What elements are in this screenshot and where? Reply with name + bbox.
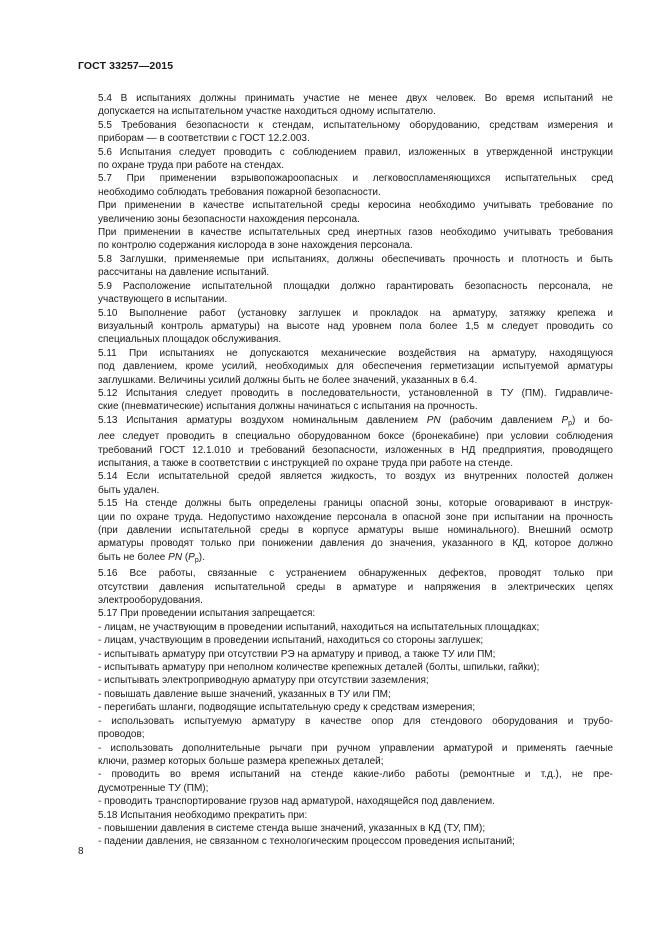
paragraph: 5.11 При испытаниях не допускаются механические воздействия на арматуру, находящуюся под давлением, кроме усилий, необходимых для обеспечения герметизации испытуемой арматуры заглушками. Величины усилий должны быть не более значений, указанных в 6.4. xyxy=(98,347,613,386)
paragraph: 5.5 Требования безопасности к стендам, испытательному оборудованию, средствам измерения и приборам — в соответствии с ГОСТ 12.2.003. xyxy=(98,119,613,145)
list-item: - лицам, участвующим в проведении испытаний, находиться со стороны заглушек; xyxy=(98,635,484,647)
paragraph: 5.10 Выполнение работ (установку заглушек и прокладок на арматуру, затяжку крепежа и визуальный контроль арматуры) на высоте над уровнем пола более 1,5 м следует проводить со специальных площадок обслуживания. xyxy=(98,307,613,346)
paragraph: 5.12 Испытания следует проводить в последовательности, установленной в ТУ (ПМ). Гидравличе- ские (пневматические) испытания должны начинаться с испытания на прочность. xyxy=(98,387,613,413)
body-text xyxy=(78,92,613,849)
page-number: 8 xyxy=(78,846,84,857)
list-item: - проводить транспортирование грузов над арматурой, находящейся под давлением. xyxy=(98,796,495,808)
paragraph: 5.18 Испытания необходимо прекратить при: xyxy=(98,809,308,821)
document-header: ГОСТ 33257—2015 xyxy=(78,60,174,72)
paragraph: При применении в качестве испытательной среды керосина необходимо учитывать требование по увеличению зоны безопасности нахождения персонала. xyxy=(98,200,613,225)
paragraph: 5.9 Расположение испытательной площадки должно гарантировать безопасность персонала, не участвующего в испытании. xyxy=(98,280,613,306)
paragraph: При применении в качестве испытательных сред инертных газов необходимо учитывать требования по контролю содержания кислорода в зоне нахождения персонала. xyxy=(98,227,613,252)
paragraph: 5.8 Заглушки, применяемые при испытаниях, должны обеспечивать прочность и плотность и быть рассчитаны на давление испытаний. xyxy=(98,253,613,279)
paragraph: 5.15 На стенде должны быть определены границы опасной зоны, которые оговаривают в инструк- ции по охране труда. Недопустимо нахождение персонала в опасной зоне при испытании на прочность (при давлении испытательной среды в корпусе арматуры выше номинального). Внешний осмотр арматуры проводят только при понижении давления до значения, указанного в КД, которое должно быть не более PN $(P_р)$. xyxy=(98,498,613,564)
paragraph: 5.7 При применении взрывопожароопасных и легковоспламеняющихся испытательных сред необходимо соблюдать требования пожарной безопасности. xyxy=(98,173,613,198)
list-item: - перегибать шланги, подводящие испытательную среду к средствам измерения; xyxy=(98,702,476,714)
list-item: - падении давления, не связанном с технологическим процессом проведения испытаний; xyxy=(98,836,515,848)
list-item: - повышении давления в системе стенда выше значений, указанных в КД (ТУ, ПМ); xyxy=(98,822,486,834)
paragraph: 5.14 Если испытательной средой является жидкость, то воздух из внутренних полостей должен быть удален. xyxy=(98,471,613,496)
paragraph: 5.13 Испытания арматуры воздухом номинальным давлением PN (рабочим давлением $P_р$) и бо- лее следует проводить в специально оборудованном боксе (бронекабине) при условии соблюдения требований ГОСТ 12.1.010 и требований безопасности, изложенных в НД предприятия, проводящего испытания, а также в соответствии с инструкцией по охране труда при работе на стенде. xyxy=(98,414,614,469)
paragraph: 5.4 В испытаниях должны принимать участие не менее двух человек. Во время испытаний не допускается на испытательном участке находиться одному испытателю. xyxy=(98,93,613,118)
paragraph: 5.16 Все работы, связанные с устранением обнаруженных дефектов, проводят только при отсутствии давления испытательной среды в арматуре и напряжения в электрических цепях электрооборудования. xyxy=(98,568,613,607)
list-item: - использовать испытуемую арматуру в качестве опор для стендового оборудования и трубо- проводов; xyxy=(98,715,613,741)
paragraph: 5.6 Испытания следует проводить с соблюдением правил, изложенных в утвержденной инструкции по охране труда при работе на стендах. xyxy=(98,146,613,172)
list-item: - использовать дополнительные рычаги при ручном управлении арматурой и применять гаечные ключи, размер которых больше размера крепежных деталей; xyxy=(98,742,613,767)
list-item: - испытывать электроприводную арматуру при отсутствии заземления; xyxy=(98,675,429,687)
list-item: - лицам, не участвующим в проведении испытаний, находиться на испытательных площадках; xyxy=(98,621,540,633)
paragraph: 5.17 При проведении испытания запрещается: xyxy=(98,608,316,620)
list-item: - испытывать арматуру при неполном количестве крепежных деталей (болты, шпильки, гайки); xyxy=(98,662,540,674)
list-item: - проводить во время испытаний на стенде какие-либо работы (ремонтные и т.д.), не пре- дусмотренные ТУ (ПМ); xyxy=(98,769,613,794)
list-item: - повышать давление выше значений, указанных в ТУ или ПМ; xyxy=(98,688,391,700)
list-item: - испытывать арматуру при отсутствии РЭ на арматуру и привод, а также ТУ или ПМ; xyxy=(98,648,496,660)
